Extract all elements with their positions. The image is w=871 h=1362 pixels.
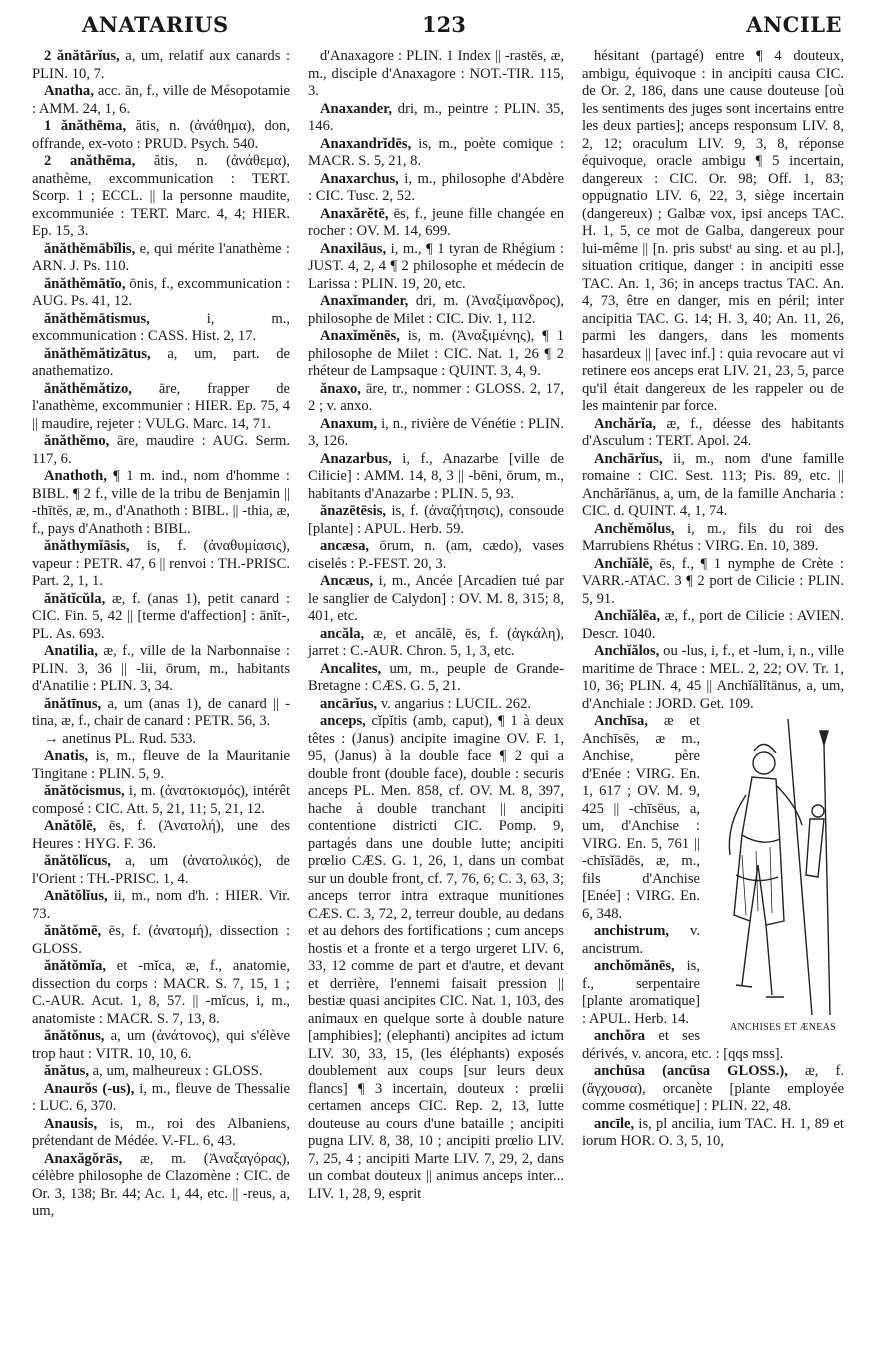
dictionary-entry xyxy=(308,626,564,661)
definition-text: is, f. (ἀναθυμίασις), vapeur : PETR. 47, 6 || renvoi : TH.-PRISC. Part. 2, 1, 1. xyxy=(32,538,290,589)
headword: ănăthĕmo, xyxy=(44,433,110,449)
headword: Anchīsa, xyxy=(594,713,648,729)
definition-text: v. ancistrum. xyxy=(582,923,700,957)
definition-text: is, m., roi des Albaniens, prétendant de Médée. V.-FL. 6, 43. xyxy=(32,1115,290,1149)
definition-text: æ, f., port de Cilicie : AVIEN. Descr. 1040. xyxy=(582,608,844,642)
dictionary-entry xyxy=(32,1028,290,1063)
headword: Anaxărĕtē, xyxy=(320,205,389,222)
dictionary-entry xyxy=(32,1151,290,1221)
dictionary-entry xyxy=(32,276,290,311)
headword: ănazētēsis, xyxy=(320,503,387,519)
definition-text: hésitant (partagé) entre ¶ 4 douteux, ambigu, équivoque : in ancipiti causa CIC. de Or. 2, 186, dans une cause douteuse [où les sentiments des juges sont incertains entre les deux parties]; anceps responsum LIV. 8, 2, 12; oraculum LIV. 9, 3, 8, réponse équivoque, oracle ambigu ¶ 5 incertain, dangereux : CIC. Or. 98; Off. 1, 83; oppugnatio LIV. 6, 22, 3, siège incertain (dangereux) ; Galbæ vox, ipsi anceps TAC. H. 1, 5, ce mot de Galba, dangereux pour lui-même || [n. pris substᵗ au sing. et au pl.], situation critique, danger : in ancipiti esse TAC. An. 1, 36; in anceps tractus TAC. An. 4, 73, être en danger, mis en péril; inter ancipitia TAC. G. 14; H. 3, 40; An. 11, 26, parmi les dangers, dans les moments hasardeux || [avec inf.] : quia revocare aut vi retinere eos anceps erat LIV. 21, 23, 5, parce qu'il était dangereux de les rappeler ou de les maintenir par force. xyxy=(582,48,844,414)
definition-text: a, um (anas 1), de canard || -tina, æ, f., chair de canard : PETR. 56, 3. xyxy=(32,695,290,729)
definition-text: æ, m. (Ἀναξαγόρας), célèbre philosophe de Clazomène : CIC. de Or. 3, 138; Br. 44; Ac. 1, 44, etc. || -reus, a, um, xyxy=(32,1150,290,1219)
headword: anceps, xyxy=(320,713,366,729)
dictionary-entry xyxy=(32,1063,290,1081)
definition-text: i, m., ¶ 1 tyran de Rhégium : JUST. 4, 2, 4 ¶ 2 philosophe et médecin de Larissa : PLIN. 19, 20, etc. xyxy=(308,240,564,292)
headword: anchūsa (ancūsa GLOSS.), xyxy=(594,1063,788,1079)
anchises-aeneas-drawing-icon xyxy=(706,715,848,1021)
dictionary-entry xyxy=(32,1081,290,1116)
dictionary-entry xyxy=(32,818,290,853)
headword: ănătīnus, xyxy=(44,695,102,712)
definition-text: ēs, f., jeune fille changée en rocher : OV. M. 14, 699. xyxy=(308,205,564,239)
headword: ănătŏmĭa, xyxy=(44,958,107,974)
dictionary-entry xyxy=(308,713,564,1203)
dictionary-entry xyxy=(32,748,290,783)
dictionary-entry xyxy=(32,731,290,749)
headword: ănătŏcismus, xyxy=(44,783,125,799)
headword: 2 anăthēma, xyxy=(44,153,136,169)
dictionary-entry xyxy=(32,923,290,958)
headword: ancăla, xyxy=(320,625,365,642)
definition-text: æ et Anchīsēs, æ m., Anchise, père d'Enée : VIRG. En. 1, 617 ; OV. M. 9, 425 || -chīsēus, a, um, d'Anchise : VIRG. En. 5, 761 || -chīsĭādēs, æ, m., fils d'Anchise [Enée] : VIRG. En. 6, 348. xyxy=(582,713,700,922)
dictionary-entry xyxy=(308,48,564,101)
definition-text: āre, frapper de l'anathème, excommunier : HIER. Ep. 75, 4 || maudire, rejeter : VULG. Marc. 14, 71. xyxy=(32,380,290,432)
dictionary-entry xyxy=(308,416,564,451)
dictionary-entry xyxy=(582,48,844,416)
definition-text: ōnis, f., excommunication : AUG. Ps. 41, 12. xyxy=(32,275,290,309)
dictionary-entry xyxy=(582,1116,844,1151)
definition-text: æ, f., déesse des habitants d'Asculum : TERT. Apol. 24. xyxy=(582,415,844,449)
headword: ănăthĕmābĭlis, xyxy=(44,240,136,257)
headword: Anătŏlē, xyxy=(44,818,97,834)
definition-text: is, f. (ἀναζήτησις), consoude [plante] : APUL. Herb. 59. xyxy=(308,503,564,537)
headword: Anaxăgŏrās, xyxy=(44,1150,123,1167)
headword: Anaxum, xyxy=(320,415,378,432)
definition-text: ēs, f., ¶ 1 nymphe de Crète : VARR.-ATAC. 3 ¶ 2 port de Cilicie : PLIN. 5, 91. xyxy=(582,555,844,607)
definition-text: ii, m., nom d'une famille romaine : CIC. Sest. 113; Pis. 89, etc. || Anchărĭānus, a, um, de la famille Ancharia : CIC. d. QUINT. 4, 1, 74. xyxy=(582,450,844,519)
headword: Anchĭălēa, xyxy=(594,608,661,624)
headword: ancārĭus, xyxy=(320,695,378,712)
column-3 xyxy=(582,48,844,1151)
definition-text: æ, f. (anas 1), petit canard : CIC. Fin. 5, 42 || [terme d'affection] : ānĭt-, PL. As. 693. xyxy=(32,590,290,642)
definition-text: a, um, part. de anathematizo. xyxy=(32,345,290,379)
dictionary-entry xyxy=(308,696,564,714)
dictionary-entry xyxy=(308,538,564,573)
headword: Anchĕmŏlus, xyxy=(594,520,675,537)
definition-text: is, m. (Ἀναξιμένης), ¶ 1 philosophe de Milet : CIC. Nat. 1, 26 ¶ 2 rhéteur de Lampsaque : QUINT. 3, 4, 9. xyxy=(308,328,564,379)
headword: ănătŏlĭcus, xyxy=(44,853,111,869)
column-1 xyxy=(32,48,290,1221)
definition-text: i, n., rivière de Vénétie : PLIN. 3, 126. xyxy=(308,415,564,449)
definition-text: um, m., peuple de Grande-Bretagne : CÆS. G. 5, 21. xyxy=(308,660,564,694)
dictionary-entry xyxy=(308,206,564,241)
running-head-left: ANATARIUS xyxy=(82,12,229,37)
definition-text: ēs, f. (Ἀνατολή), une des Heures : HYG. F. 36. xyxy=(32,818,290,852)
definition-text: ou -lus, i, f., et -lum, i, n., ville maritime de Thrace : MEL. 2, 22; OV. Tr. 1, 10, 36; PLIN. 4, 45 || Anchĭālĭtānus, a, um, d'Anchiale : JORD. Get. 109. xyxy=(582,643,844,712)
definition-text: d'Anaxagore : PLIN. 1 Index || -rastēs, æ, m., disciple d'Anaxagore : NOT.-TIR. 115, 3. xyxy=(308,48,564,99)
definition-text: i, m., fils du roi des Marrubiens Rhétus : VIRG. En. 10, 389. xyxy=(582,520,844,554)
dictionary-entry xyxy=(32,783,290,818)
definition-text: ¶ 1 m. ind., nom d'homme : BIBL. ¶ 2 f., ville de la tribu de Benjamin || -thītēs, æ, m., d'Anathoth : BIBL. || -thia, æ, f., pays d'Anathoth : BIBL. xyxy=(32,468,290,537)
dictionary-entry xyxy=(32,468,290,538)
dictionary-entry xyxy=(582,1063,844,1116)
dictionary-entry xyxy=(308,136,564,171)
headword: 1 ănăthēma, xyxy=(44,118,127,134)
headword: Anătŏlĭus, xyxy=(44,888,108,904)
dictionary-entry xyxy=(32,433,290,468)
running-head-right: ANCILE xyxy=(746,12,842,37)
headword: ănătus, xyxy=(44,1063,90,1079)
headword: ănăthĕmătizo, xyxy=(44,380,132,397)
dictionary-entry xyxy=(32,643,290,696)
headword: ănaxo, xyxy=(320,380,361,397)
headword: Anaxarchus, xyxy=(320,170,399,187)
dictionary-entry xyxy=(32,958,290,1028)
definition-text: āre, tr., nommer : GLOSS. 2, 17, 2 ; v. anxo. xyxy=(308,380,564,414)
definition-text: i, m., Ancée [Arcadien tué par le sanglier de Calydon] : OV. M. 8, 315; 8, 401, etc. xyxy=(308,573,564,624)
definition-text: ătis, n. (ἀνάθεμα), anathème, excommunication : TERT. Scorp. 1 ; ECCL. || la personne maudite, excommuniée : TERT. Marc. 4, 4; HIER. Ep. 15, 3. xyxy=(32,153,290,239)
dictionary-entry xyxy=(32,118,290,153)
dictionary-entry xyxy=(308,661,564,696)
headword: anchistrum, xyxy=(594,923,669,939)
dictionary-entry xyxy=(308,293,564,328)
dictionary-entry xyxy=(32,1116,290,1151)
anchises-illustration xyxy=(706,715,848,1035)
dictionary-entry xyxy=(32,153,290,241)
headword: ănăthĕmătizātus, xyxy=(44,345,151,362)
definition-text: a, um (ἀνατολικός), de l'Orient : TH.-PRISC. 1, 4. xyxy=(32,853,290,887)
page-header xyxy=(18,8,854,42)
definition-text: ēs, f. (ἀνατομή), dissection : GLOSS. xyxy=(32,923,290,957)
definition-text: a, um (ἀνάτονος), qui s'élève trop haut : VITR. 10, 10, 6. xyxy=(32,1028,290,1062)
headword: Anatha, xyxy=(44,83,94,99)
dictionary-entry xyxy=(582,451,844,521)
definition-text: et ses dérivés, v. ancora, etc. : [qqs mss]. xyxy=(582,1028,784,1062)
definition-text: → anetinus PL. Rud. 533. xyxy=(44,730,197,747)
definition-text: v. angarius : LUCIL. 262. xyxy=(377,695,532,712)
definition-text: æ, f. (ἄγχουσα), orcanète [plante employée comme cosmétique] : PLIN. 22, 48. xyxy=(582,1063,844,1114)
definition-text: i, m., excommunication : CASS. Hist. 2, 17. xyxy=(32,310,290,344)
headword: Anchĭălē, xyxy=(594,555,653,572)
definition-text: dri, m. (Ἀναξίμανδρος), philosophe de Milet : CIC. Div. 1, 112. xyxy=(308,293,564,327)
headword: Anchĭălos, xyxy=(594,643,660,659)
headword: ancīle, xyxy=(594,1115,635,1132)
dictionary-entry xyxy=(308,101,564,136)
headword: Anatis, xyxy=(44,748,89,764)
definition-text: acc. ān, f., ville de Mésopotamie : AMM. 24, 1, 6. xyxy=(32,83,290,117)
dictionary-entry xyxy=(32,888,290,923)
dictionary-entry xyxy=(308,573,564,626)
definition-text: is, m., fleuve de la Mauritanie Tingitane : PLIN. 5, 9. xyxy=(32,748,290,782)
headword: ănăthĕmātĭo, xyxy=(44,275,126,292)
definition-text: ii, m., nom d'h. : HIER. Vir. 73. xyxy=(32,888,290,922)
dictionary-entry xyxy=(308,503,564,538)
dictionary-entry xyxy=(308,171,564,206)
headword: ancæsa, xyxy=(320,538,370,554)
definition-text: i, m., philosophe d'Abdère : CIC. Tusc. 2, 52. xyxy=(308,170,564,204)
headword: Anaxander, xyxy=(320,100,393,117)
definition-text: et -mĭca, æ, f., anatomie, dissection du corps : MACR. S. 7, 15, 1 ; C.-AUR. Acut. 1, 8, 57. || -mĭcus, i, m., anatomiste : MACR. S. 7, 13, 8. xyxy=(32,958,290,1027)
figure-caption: ANCHISES ET ÆNEAS xyxy=(729,1022,837,1033)
headword: Anatilia, xyxy=(44,643,98,659)
definition-text: is, pl ancilia, ium TAC. H. 1, 89 et iorum HOR. O. 3, 5, 10, xyxy=(582,1115,844,1149)
headword: Anausis, xyxy=(44,1115,98,1132)
headword: ănătŏmē, xyxy=(44,923,102,939)
headword: anchŏra xyxy=(594,1028,646,1044)
dictionary-entry xyxy=(308,451,564,504)
dictionary-entry xyxy=(32,538,290,591)
headword: Anchārĭus, xyxy=(594,450,663,467)
dictionary-entry xyxy=(32,241,290,276)
dictionary-entry xyxy=(32,591,290,644)
headword: Anaxilāus, xyxy=(320,240,387,257)
definition-text: cĭpĭtis (amb, caput), ¶ 1 à deux têtes : (Janus) ancipite imagine OV. F. 1, 95, (Janus) à la double face ¶ 2 qui a double front (double face), double : securis anceps PL. Men. 858, cf. OV. M. 8, 397, hache à double tranchant || ancipiti contentione districti CIC. Pomp. 9, partagés dans une double lutte; ancipiti prœlio CÆS. G. 1, 26, 1, dans un combat sur un double front, cf. 7, 76, 6; C. 3, 63, 3; anceps terror intra extraque munitiones CÆS. C. 3, 72, 2, terreur double, au dedans et au dehors des fortifications ; cum anceps hostis et a fronte et a tergo urgeret LIV. 6, 33, 12 comme de part et d'autre, et devant et derrière, l'ennemi faisait pression || bestiæ quasi ancipites CIC. Nat. 1, 103, des animaux en quelque sorte à double nature [amphibies]; (elephanti) ancipites ad ictum LIV. 30, 33, 15, (les éléphants) exposés doublement aux coups [sur leurs deux flancs] ¶ 3 incertain, douteux : prœlii certamen anceps CIC. Rep. 2, 13, lutte douteuse au cours d'une bataille ; ancipiti pugna LIV. 8, 38, 10 ; ancipiti prœlio LIV. 7, 25, 4 ; ancipiti Marte LIV. 7, 29, 2, dans un combat douteux || animus anceps inter... LIV. 1, 28, 9, esprit xyxy=(308,713,564,1202)
headword: 2 ănătārĭus, xyxy=(44,48,120,64)
definition-text: i, f., Anazarbe [ville de Cilicie] : AMM. 14, 8, 3 || -bēni, ōrum, m., habitants d'Anazarbe : PLIN. 5, 93. xyxy=(308,450,564,502)
dictionary-entry xyxy=(308,328,564,381)
dictionary-entry xyxy=(582,416,844,451)
headword: Anchărĭa, xyxy=(594,415,657,432)
headword: Anazarbus, xyxy=(320,450,392,467)
headword: ănăthĕmātismus, xyxy=(44,310,150,327)
headword: ănătĭcŭla, xyxy=(44,590,106,607)
headword: Ancalites, xyxy=(320,660,382,677)
dictionary-entry xyxy=(32,48,290,83)
dictionary-entry xyxy=(32,346,290,381)
headword: ănăthymĭāsis, xyxy=(44,538,130,554)
definition-text: a, um, malheureux : GLOSS. xyxy=(89,1063,263,1079)
headword: Anaxandrĭdēs, xyxy=(320,135,412,152)
dictionary-entry xyxy=(308,381,564,416)
definition-text: āre, maudire : AUG. Serm. 117, 6. xyxy=(32,433,290,467)
page-number: 123 xyxy=(422,12,466,37)
headword: anchŏmănēs, xyxy=(594,958,675,974)
dictionary-entry xyxy=(582,521,844,556)
headword: ănătŏnus, xyxy=(44,1028,105,1044)
dictionary-entry xyxy=(32,311,290,346)
dictionary-entry xyxy=(32,853,290,888)
dictionary-entry xyxy=(32,696,290,731)
definition-text: ōrum, n. (am, cædo), vases ciselés : P.-FEST. 20, 3. xyxy=(308,538,564,572)
headword: Anaurŏs (-us), xyxy=(44,1080,135,1097)
definition-text: i, m. (ἀνατοκισμός), intérêt composé : CIC. Att. 5, 21, 11; 5, 21, 12. xyxy=(32,783,290,817)
dictionary-entry xyxy=(582,608,844,643)
definition-text: e, qui mérite l'anathème : ARN. J. Ps. 110. xyxy=(32,240,290,274)
headword: Anaxĭmander, xyxy=(320,293,409,309)
definition-text: is, m., poète comique : MACR. S. 5, 21, 8. xyxy=(308,135,564,169)
definition-text: i, m., fleuve de Thessalie : LUC. 6, 370. xyxy=(32,1080,290,1114)
definition-text: æ, f., ville de la Narbonnaise : PLIN. 3, 36 || -lii, ōrum, m., habitants d'Anatilie : PLIN. 3, 34. xyxy=(32,643,290,694)
dictionary-entry xyxy=(308,241,564,294)
headword: Ancæus, xyxy=(320,573,374,589)
definition-text: æ, et ancălē, ēs, f. (ἀγκάλη), jarret : C.-AUR. Chron. 5, 1, 3, etc. xyxy=(308,625,564,659)
definition-text: is, f., serpentaire [plante aromatique] : APUL. Herb. 14. xyxy=(582,958,700,1027)
dictionary-entry xyxy=(32,381,290,434)
definition-text: dri, m., peintre : PLIN. 35, 146. xyxy=(308,100,564,134)
dictionary-entry xyxy=(582,556,844,609)
dictionary-entry xyxy=(582,643,844,713)
dictionary-entry xyxy=(32,83,290,118)
definition-text: a, um, relatif aux canards : PLIN. 10, 7. xyxy=(32,48,290,82)
definition-text: ătis, n. (ἀνάθημα), don, offrande, ex-voto : PRUD. Psych. 540. xyxy=(32,118,291,152)
headword: Anaxĭmĕnēs, xyxy=(320,328,400,344)
column-2 xyxy=(308,48,564,1203)
headword: Anathoth, xyxy=(44,468,107,484)
